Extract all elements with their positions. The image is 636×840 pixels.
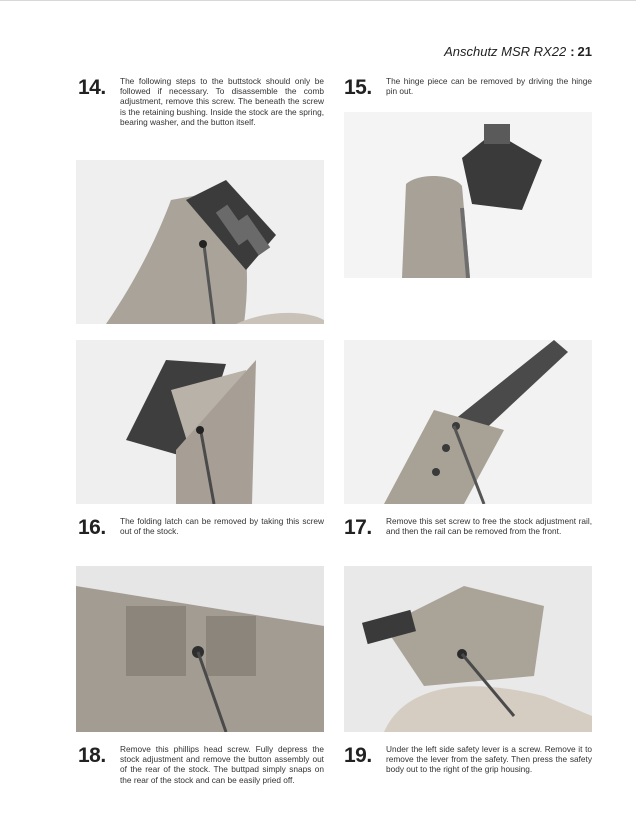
step-number: 17. bbox=[344, 516, 372, 539]
step-number: 15. bbox=[344, 76, 372, 99]
step-text: The following steps to the buttstock should only be followed if necessary. To disassemble the comb adjustment, remove this screw. The beneath the screw is the retaining bushing. Inside the stock are the spring, bearing washer, and the button itself. bbox=[120, 76, 324, 127]
photo-step-16 bbox=[76, 340, 324, 504]
step-text: The hinge piece can be removed by driving the hinge pin out. bbox=[386, 76, 592, 97]
step-text: The folding latch can be removed by taking this screw out of the stock. bbox=[120, 516, 324, 537]
step-17 bbox=[344, 516, 592, 552]
header-title: Anschutz MSR RX22 bbox=[444, 44, 567, 59]
step-text: Remove this phillips head screw. Fully depress the stock adjustment and remove the button assembly out of the rear of the stock. The buttpad simply snaps on the rear of the stock and can be easily pried off. bbox=[120, 744, 324, 785]
step-16 bbox=[78, 516, 324, 540]
step-number: 18. bbox=[78, 744, 106, 767]
photo-step-18 bbox=[76, 566, 324, 732]
step-text: Remove this set screw to free the stock adjustment rail, and then the rail can be removed from the front. bbox=[386, 516, 592, 537]
page-top-rule bbox=[0, 0, 636, 1]
step-number: 19. bbox=[344, 744, 372, 767]
step-15 bbox=[344, 76, 592, 106]
photo-step-15 bbox=[344, 112, 592, 278]
step-text: Under the left side safety lever is a screw. Remove it to remove the lever from the safety. Then press the safety body out to the right of the grip housing. bbox=[386, 744, 592, 775]
header-separator: : bbox=[570, 44, 575, 59]
photo-step-14 bbox=[76, 160, 324, 324]
photo-step-19 bbox=[344, 566, 592, 732]
step-18 bbox=[78, 744, 324, 808]
photo-step-17 bbox=[344, 340, 592, 504]
step-14 bbox=[78, 76, 324, 156]
step-number: 14. bbox=[78, 76, 106, 99]
page-number: 21 bbox=[577, 44, 592, 59]
running-header bbox=[444, 44, 592, 59]
step-19 bbox=[344, 744, 592, 800]
step-number: 16. bbox=[78, 516, 106, 539]
